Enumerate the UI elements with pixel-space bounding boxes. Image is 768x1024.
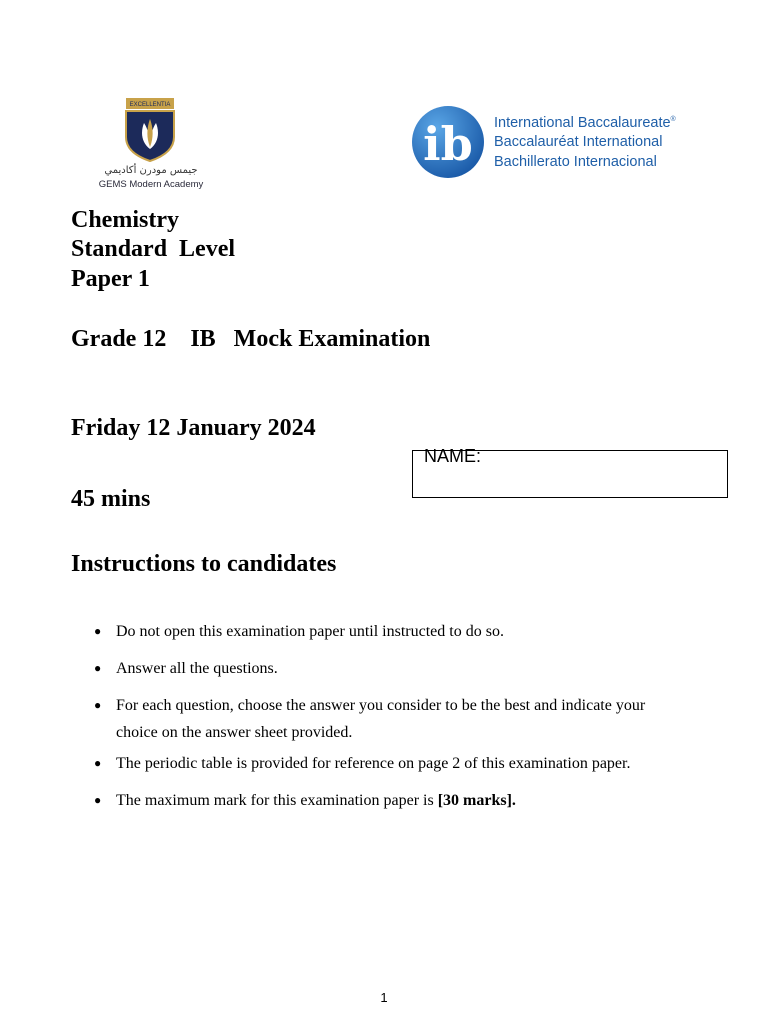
max-marks: [30 marks]. xyxy=(437,792,516,809)
instruction-item: ● For each question, choose the answer you consider to be the best and indicate your choice on the answer sheet provided. xyxy=(94,692,676,746)
date-heading: Friday 12 January 2024 xyxy=(71,415,316,441)
subject-heading: Chemistry xyxy=(71,207,179,233)
ib-line-es: Bachillerato Internacional xyxy=(494,153,657,170)
ib-wordmark xyxy=(494,110,676,172)
name-label: NAME: xyxy=(424,446,482,466)
bullet-icon: ● xyxy=(94,661,102,675)
instruction-item: ● The maximum mark for this examination paper is [30 marks]. xyxy=(94,787,734,814)
instruction-item: ● Answer all the questions. xyxy=(94,655,734,682)
bullet-icon: ● xyxy=(94,624,102,638)
instruction-item: ● Do not open this examination paper until instructed to do so. xyxy=(94,618,734,645)
level-heading: Standard Level xyxy=(71,236,236,262)
gems-logo xyxy=(88,95,214,199)
instructions-list xyxy=(94,618,734,814)
bullet-icon: ● xyxy=(94,793,102,807)
instructions-title: Instructions to candidates xyxy=(71,551,337,577)
ib-circle-icon xyxy=(410,104,486,180)
gems-shield-icon xyxy=(124,97,176,163)
page-number: 1 xyxy=(380,990,388,1005)
ib-line-en: International Baccalaureate® xyxy=(494,114,676,131)
instruction-item: ● The periodic table is provided for reference on page 2 of this examination paper. xyxy=(94,750,734,777)
bullet-icon: ● xyxy=(94,698,102,712)
ib-logo xyxy=(408,100,708,186)
gems-motto: EXCELLENTIA xyxy=(129,102,171,108)
bullet-icon: ● xyxy=(94,756,102,770)
name-field[interactable] xyxy=(412,446,728,498)
duration-heading: 45 mins xyxy=(71,486,151,512)
exam-heading: Grade 12 IB Mock Examination xyxy=(71,326,431,352)
gems-name: GEMS Modern Academy xyxy=(98,179,204,190)
ib-line-fr: Baccalauréat International xyxy=(494,134,663,151)
paper-heading: Paper 1 xyxy=(71,266,150,292)
ib-mark: ib xyxy=(423,117,473,171)
gems-arabic-name: جيمس مودرن أكاديمي xyxy=(104,165,198,176)
